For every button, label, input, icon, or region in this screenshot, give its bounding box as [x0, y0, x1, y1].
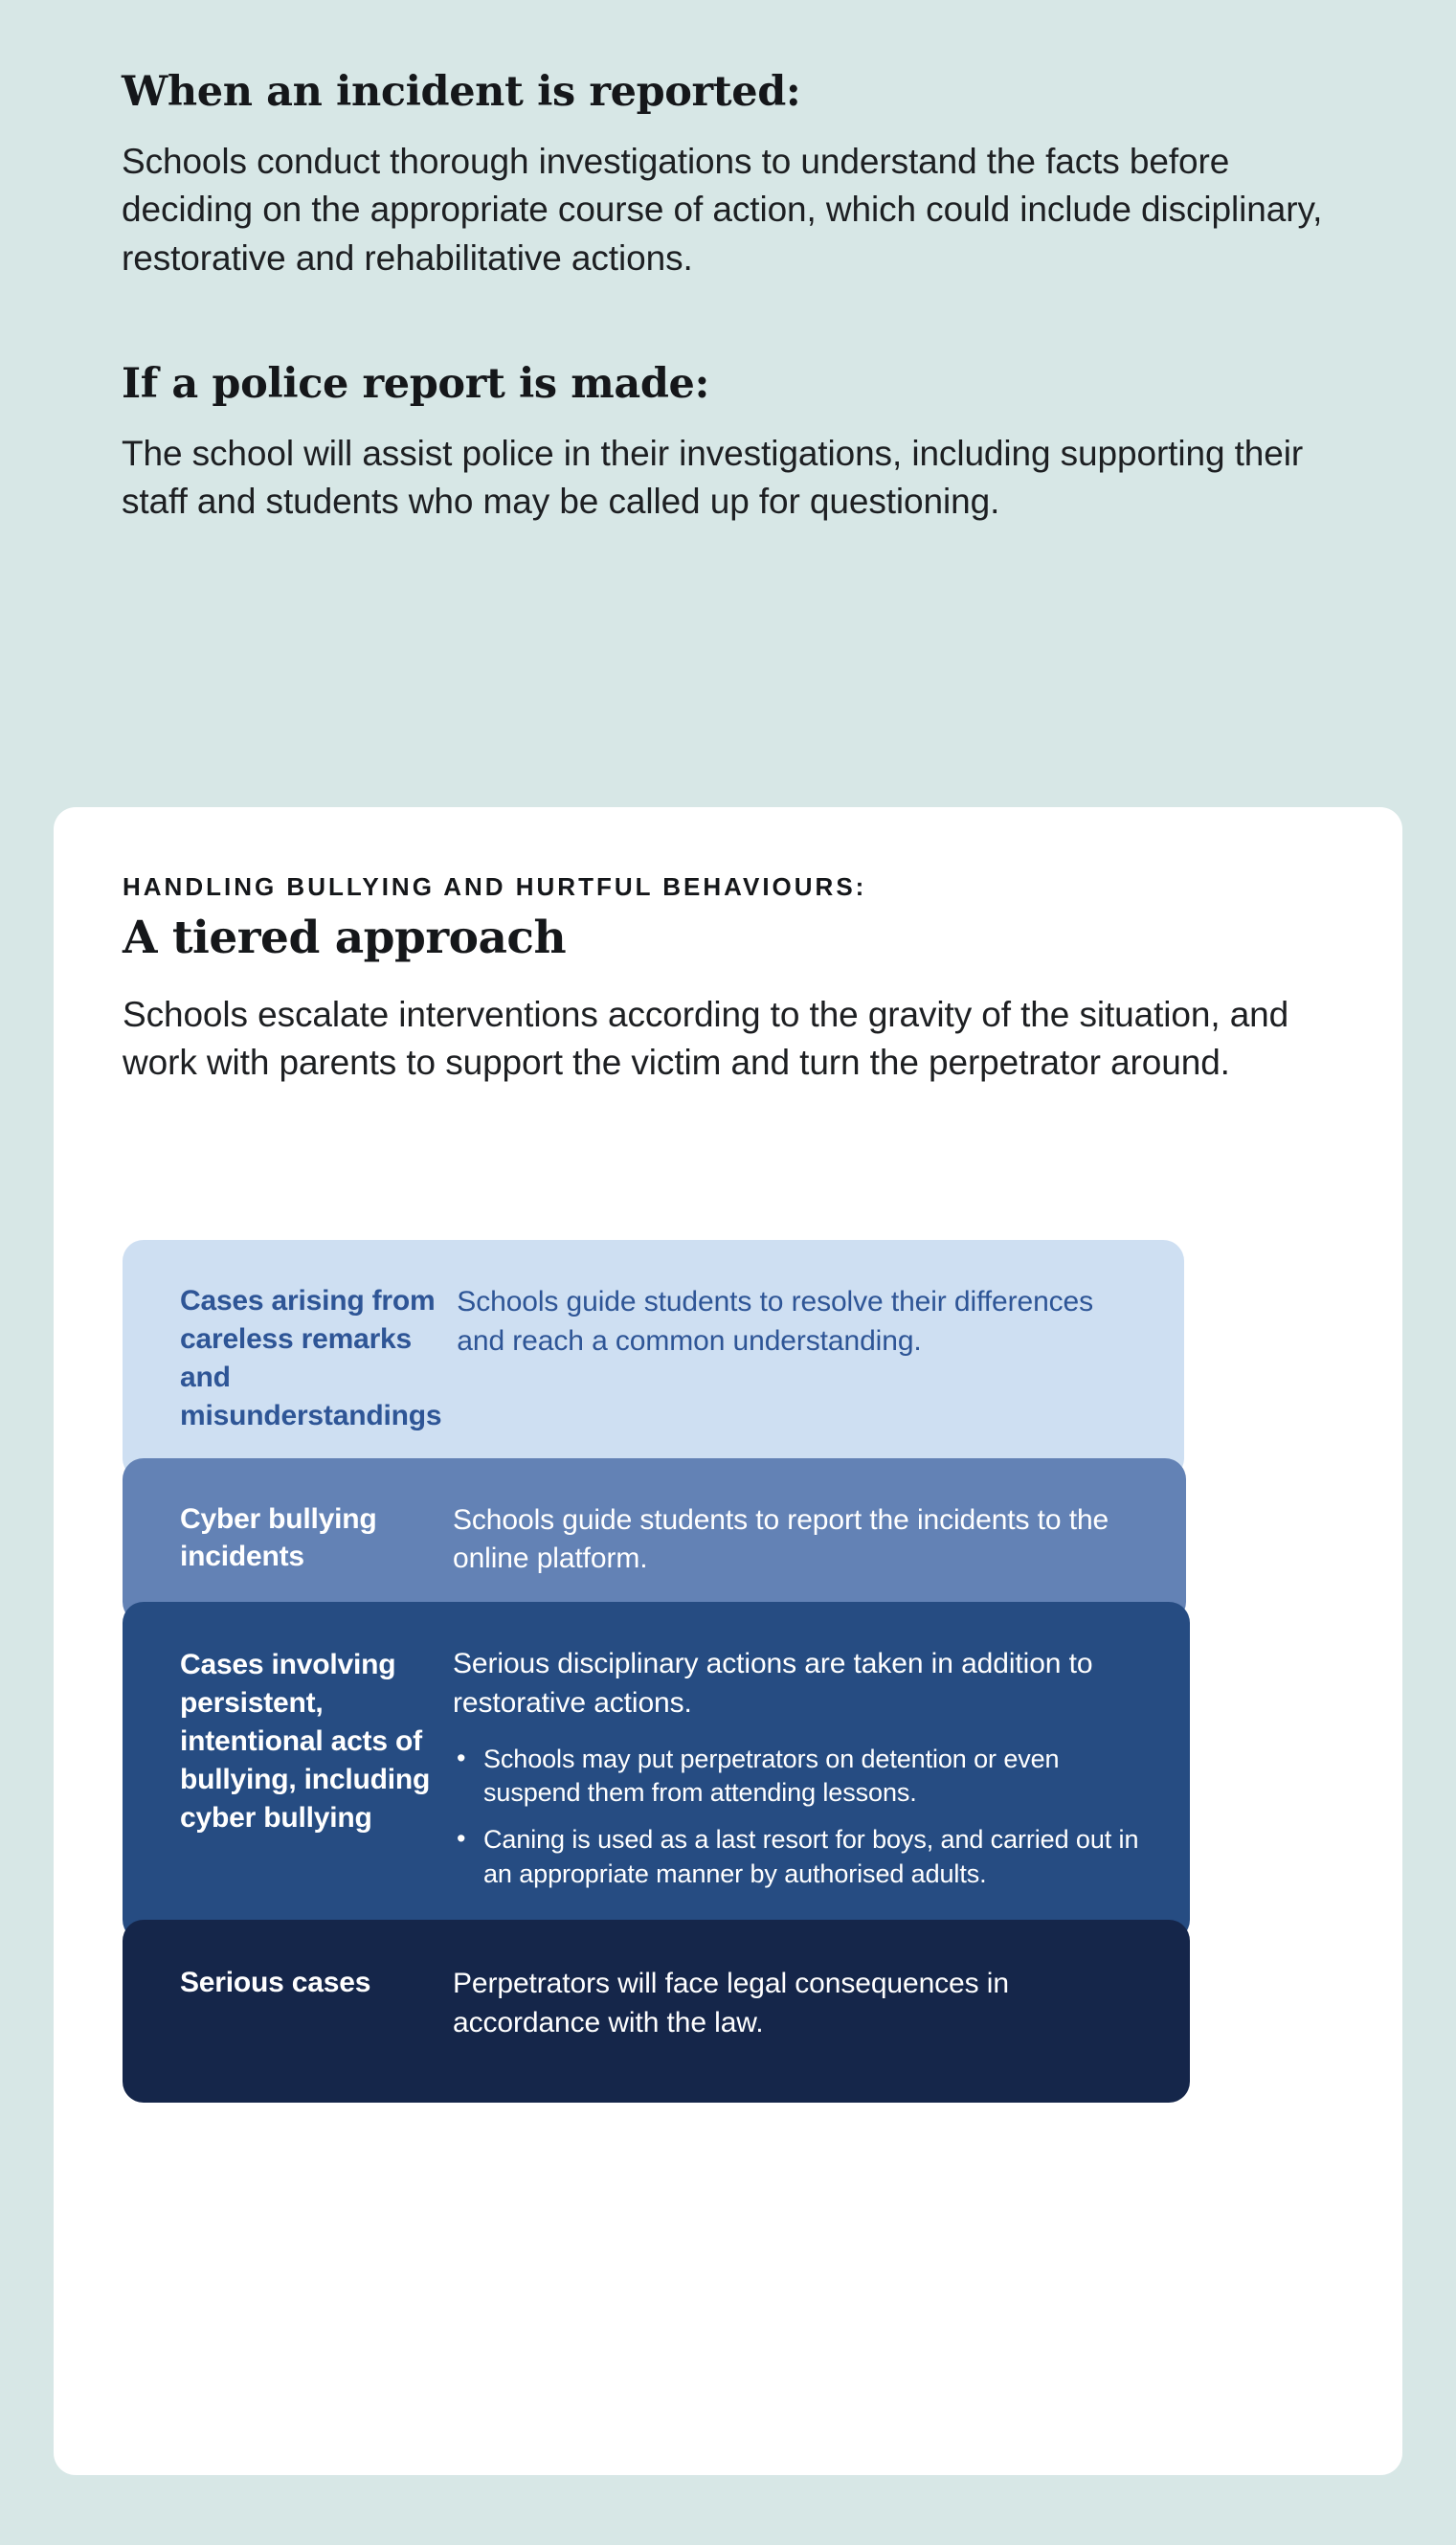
tier-row	[123, 1920, 1190, 2103]
tier-body-text: Schools guide students to report the incidents to the online platform.	[453, 1503, 1109, 1575]
card-intro-paragraph: Schools escalate interventions according to the gravity of the situation, and work with parents to support the victim and turn the perpetrator around.	[123, 994, 1289, 1083]
incident-reported-heading: When an incident is reported:	[122, 68, 801, 116]
police-report-heading: If a police report is made:	[122, 359, 709, 408]
tier-body	[453, 1964, 1152, 2043]
card-kicker: HANDLING BULLYING AND HURTFUL BEHAVIOURS:	[123, 872, 867, 901]
tier-body	[457, 1282, 1146, 1435]
tiered-approach-card	[54, 807, 1402, 2475]
police-report-block	[122, 361, 1341, 527]
tier-body-text: Serious disciplinary actions are taken in addition to restorative actions.	[453, 1648, 1093, 1719]
tier-row	[123, 1240, 1184, 1479]
tier-bullet-item: • Caning is used as a last resort for boys, and carried out in an appropriate manner by authorised adults.	[453, 1823, 1152, 1891]
tier-label: Cases involving persistent, intentional acts of bullying, including cyber bullying	[180, 1649, 431, 1834]
intro-section	[0, 0, 1456, 526]
tier-row	[123, 1458, 1186, 1624]
tier-body	[453, 1500, 1148, 1580]
tier-body-text: Perpetrators will face legal consequences in accordance with the law.	[453, 1968, 1009, 2038]
incident-reported-paragraph: Schools conduct thorough investigations to understand the facts before deciding on the appropriate course of action, which could include disciplinary, restorative and rehabilitative actions.	[122, 141, 1323, 278]
card-header	[54, 807, 1402, 1087]
card-title: A tiered approach	[123, 912, 567, 965]
tier-body	[453, 1644, 1152, 1891]
tier-row	[123, 1602, 1190, 1941]
tier-label: Serious cases	[180, 1967, 371, 1999]
tier-label: Cases arising from careless remarks and misunderstandings	[180, 1285, 442, 1431]
tier-bullet-item: • Schools may put perpetrators on detention or even suspend them from attending lessons.	[453, 1743, 1152, 1811]
police-report-paragraph: The school will assist police in their investigations, including supporting their staff and students who may be called up for questioning.	[122, 433, 1304, 521]
tier-bullet-list	[453, 1743, 1152, 1891]
tier-stack	[54, 1240, 1402, 2103]
tier-label: Cyber bullying incidents	[180, 1502, 377, 1573]
tier-body-text: Schools guide students to resolve their differences and reach a common understanding.	[457, 1286, 1094, 1357]
incident-reported-block	[122, 69, 1341, 282]
